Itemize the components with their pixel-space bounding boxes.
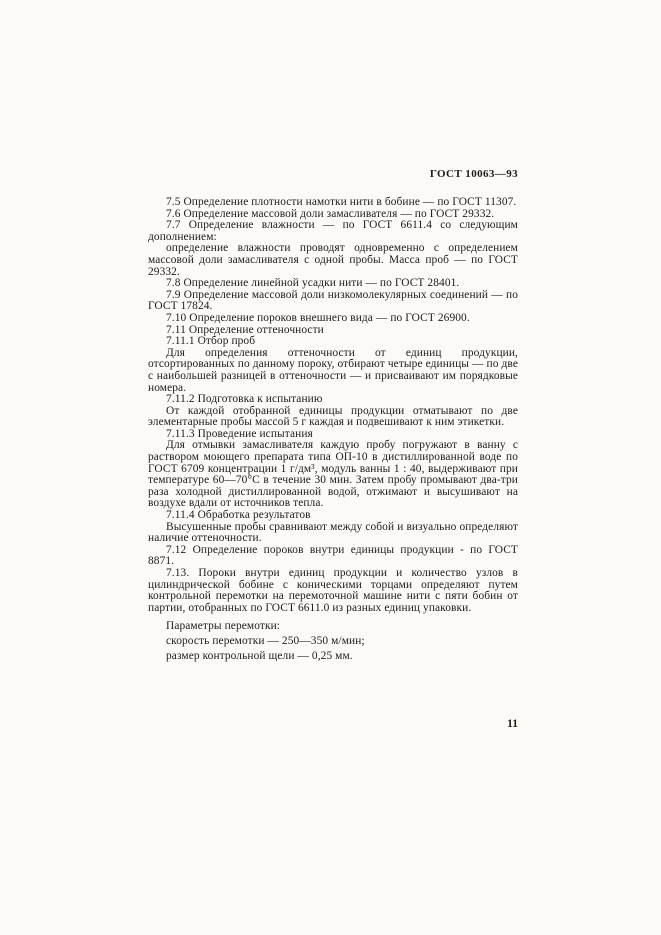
- paragraph: Для отмывки замасливателя каждую пробу погружают в ванну с раствором моющего препарата типа ОП-10 в дистиллированной воде по ГОСТ 6709 концентрации 1 г/дм³, модуль ванны 1 : 40, выдерживают при температуре 60—70°С в течение 30 мин. Затем пробу промывают два-три раза холодной дистиллированной водой, отжимают и высушивают на воздухе вдали от источников тепла.: [148, 439, 518, 510]
- paragraph: 7.5 Определение плотности намотки нити в бобине — по ГОСТ 11307.: [166, 196, 517, 208]
- paragraph: Параметры перемотки:: [166, 620, 281, 633]
- paragraph: 7.13. Пороки внутри единиц продукции и количество узлов в цилиндрической бобине с коническими торцами определяют путем контрольной перемотки на перемоточной машине нити с пяти бобин от партии, отобранных по ГОСТ 6611.0 из разных единиц упаковки.: [148, 567, 518, 614]
- paragraph: 7.8 Определение линейной усадки нити — по ГОСТ 28401.: [166, 277, 460, 290]
- paragraph: Для определения оттеночности от единиц продукции, отсортированных по данному пороку, отбирают четыре единицы — по две с наибольшей разницей в оттеночности — и присваивают им порядковые номера.: [148, 346, 518, 394]
- list-item: скорость перемотки — 250—350 м/мин;: [166, 634, 365, 647]
- paragraph: 7.9 Определение массовой доли низкомолекулярных соединений — по ГОСТ 17824.: [148, 288, 518, 313]
- paragraph: Высушенные пробы сравнивают между собой и визуально определяют наличие оттеночности.: [148, 520, 518, 545]
- page-number: 11: [507, 718, 518, 730]
- paragraph: 7.10 Определение пороков внешнего вида — по ГОСТ 26900.: [166, 311, 470, 324]
- text-column: [148, 168, 518, 662]
- paragraph: От каждой отобранной единицы продукции отматывают по две элементарные пробы массой 5 г каждая и подвешивают к ним этикетки.: [148, 404, 518, 429]
- paragraph: 7.7 Определение влажности — по ГОСТ 6611.4 со следующим дополнением:: [148, 219, 518, 243]
- paragraph: 7.12 Определение пороков внутри единицы продукции - по ГОСТ 8871.: [148, 543, 518, 568]
- section-heading: 7.11 Определение оттеночности: [166, 323, 324, 336]
- document-header: ГОСТ 10063—93: [429, 168, 518, 180]
- document-body: [148, 197, 518, 662]
- section-heading: 7.11.2 Подготовка к испытанию: [166, 393, 323, 406]
- section-heading: 7.11.4 Обработка результатов: [166, 509, 311, 522]
- section-heading: 7.11.1 Отбор проб: [166, 335, 256, 348]
- section-heading: 7.11.3 Проведение испытания: [166, 427, 313, 440]
- paragraph: 7.6 Определение массовой доли замасливателя — по ГОСТ 29332.: [166, 207, 495, 220]
- list-item: размер контрольной щели — 0,25 мм.: [166, 649, 353, 662]
- paragraph: определение влажности проводят одновременно с определением массовой доли замасливателя с одной пробы. Масса проб — по ГОСТ 29332.: [148, 242, 518, 278]
